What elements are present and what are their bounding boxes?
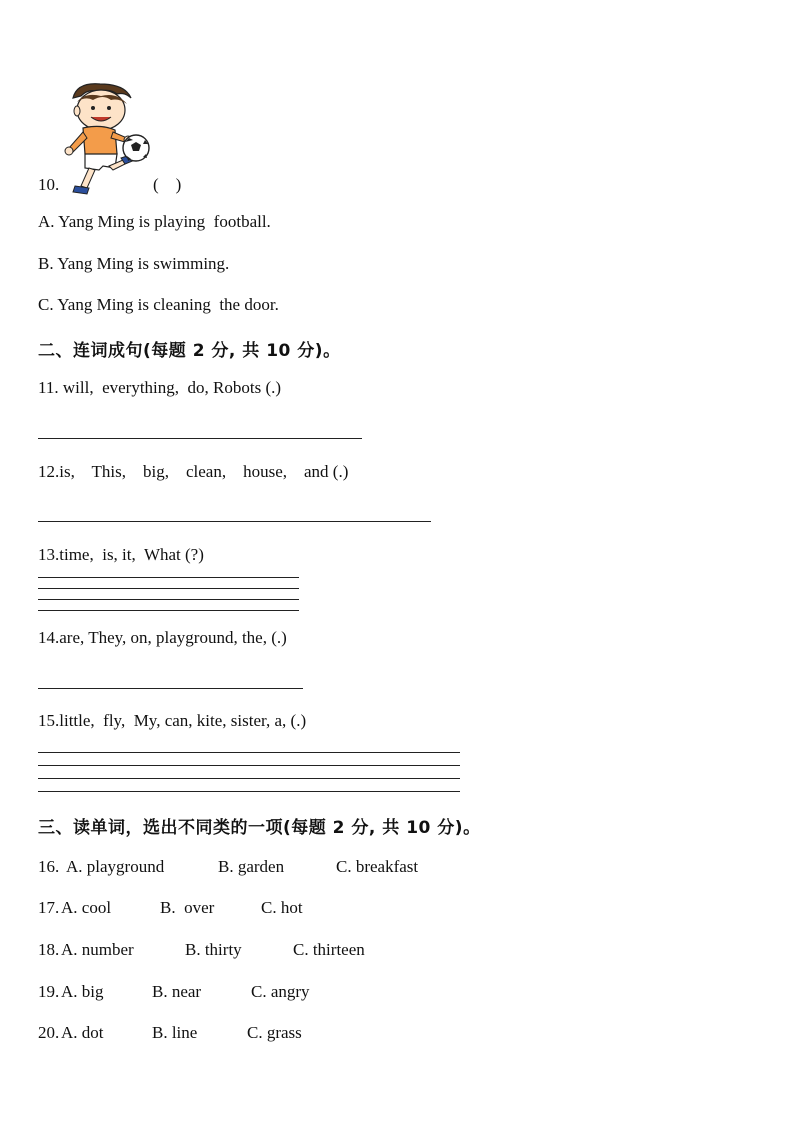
writing-line[interactable] — [38, 765, 460, 766]
question-20-option-c: C. grass — [247, 1023, 302, 1042]
boy-playing-football-image — [55, 78, 155, 198]
question-17-option-c: C. hot — [261, 898, 303, 917]
option-c: C. Yang Ming is cleaning the door. — [38, 295, 279, 314]
question-18-number: 18. — [38, 940, 60, 959]
writing-line[interactable] — [38, 588, 299, 589]
option-a: A. Yang Ming is playing football. — [38, 212, 271, 231]
question-11: 11. will, everything, do, Robots (.) — [38, 378, 282, 397]
question-18-option-c: C. thirteen — [293, 940, 365, 959]
question-20-number: 20. — [38, 1023, 60, 1042]
question-14: 14.are, They, on, playground, the, (.) — [38, 628, 287, 647]
question-18-option-b: B. thirty — [185, 940, 242, 959]
question-19-option-a: A. big — [61, 982, 104, 1001]
question-17-number: 17. — [38, 898, 60, 917]
writing-line[interactable] — [38, 610, 299, 611]
question-17-option-a: A. cool — [61, 898, 112, 917]
question-18-option-a: A. number — [61, 940, 134, 959]
writing-line[interactable] — [38, 752, 460, 753]
option-b: B. Yang Ming is swimming. — [38, 254, 230, 273]
answer-line[interactable] — [38, 688, 303, 689]
answer-blank[interactable]: ( ) — [153, 175, 182, 194]
section-3-heading: 三、读单词，选出不同类的一项(每题 2 分, 共 10 分)。 — [38, 818, 481, 838]
question-19-number: 19. — [38, 982, 60, 1001]
question-20-option-b: B. line — [152, 1023, 198, 1042]
section-2-heading: 二、连词成句(每题 2 分, 共 10 分)。 — [38, 341, 341, 361]
question-16-option-c: C. breakfast — [336, 857, 419, 876]
question-10-number: 10. — [38, 175, 60, 194]
question-19-option-c: C. angry — [251, 982, 310, 1001]
question-12: 12.is, This, big, clean, house, and (.) — [38, 462, 349, 481]
question-15: 15.little, fly, My, can, kite, sister, a, (.) — [38, 711, 307, 730]
question-20-option-a: A. dot — [61, 1023, 104, 1042]
question-16-option-a: A. playground — [66, 857, 165, 876]
question-16-number: 16. — [38, 857, 64, 876]
question-19-option-b: B. near — [152, 982, 202, 1001]
writing-line[interactable] — [38, 577, 299, 578]
question-17-option-b: B. over — [160, 898, 215, 917]
writing-line[interactable] — [38, 599, 299, 600]
question-16-option-b: B. garden — [218, 857, 285, 876]
answer-line[interactable] — [38, 521, 431, 522]
answer-line[interactable] — [38, 438, 362, 439]
writing-line[interactable] — [38, 791, 460, 792]
writing-line[interactable] — [38, 778, 460, 779]
question-13: 13.time, is, it, What (?) — [38, 545, 204, 564]
